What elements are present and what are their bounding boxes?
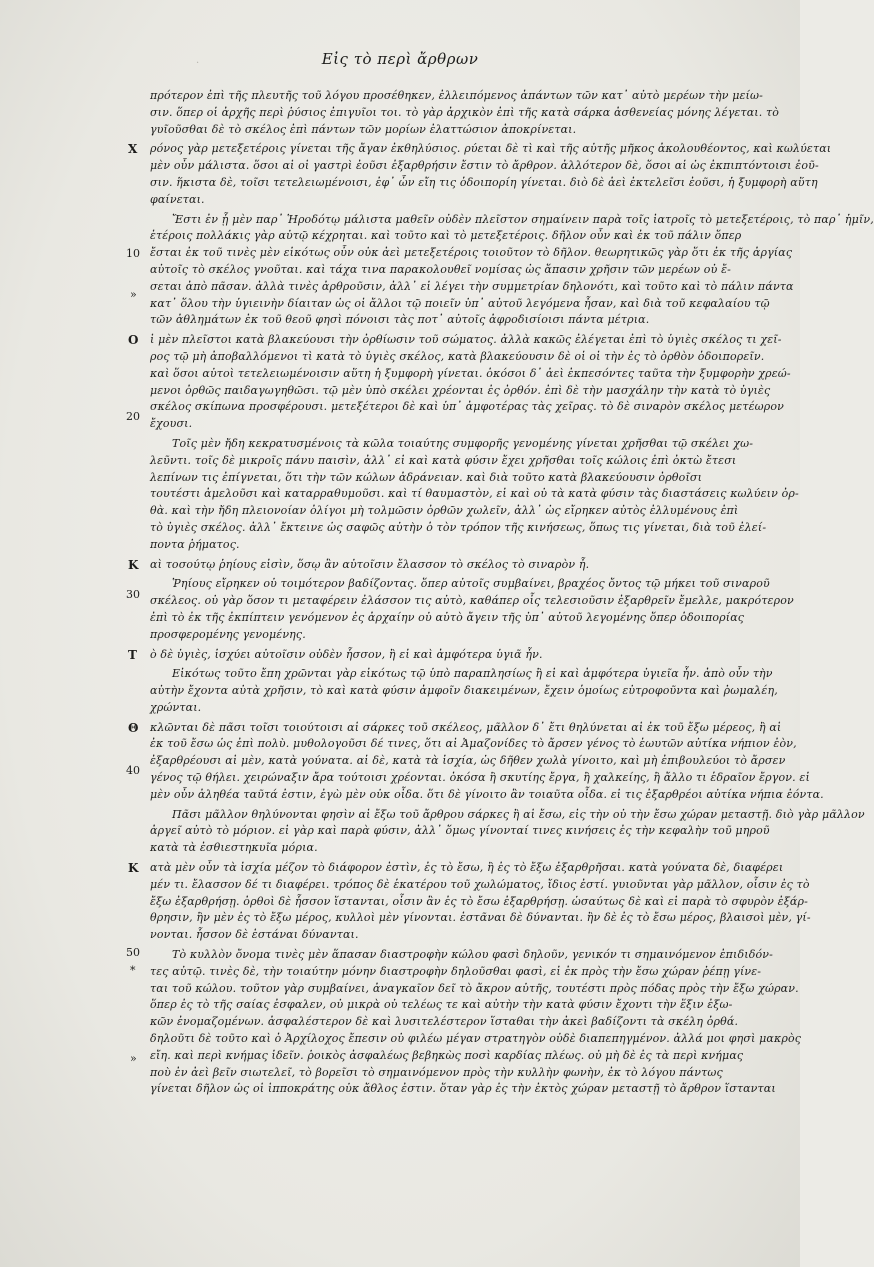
paragraph — [150, 807, 865, 857]
margin-guillemet-lower: » — [130, 1052, 137, 1065]
page-smudge: · — [196, 58, 200, 69]
text-line: ὸ δὲ ὑγιὲς, ἰσχύει αὐτοῖσιν οὐδὲν ἧσσον, ἢ εἰ καὶ ἀμφότερα ὑγιᾶ ἦν. — [150, 647, 543, 661]
marginal-initial-letter: Κ — [128, 557, 139, 572]
running-head: Εἰς τὸ περὶ ἄρθρων — [321, 50, 479, 68]
text-line: σεται ἀπὸ πᾶσαν. ἀλλὰ τινὲς ἀρθροῦσιν, ἀλλ᾽ εἰ λέγει τὴν συμμετρίαν δηλονότι, καὶ τοῦτο καὶ τὸ πάλιν πάντα — [150, 279, 794, 293]
text-line: γένος τῷ θήλει. χειρώναξιν ἄρα τούτοισι χρέονται. ὁκόσα ἢ σκυτίης ἔργα, ἢ χαλκείης, ἢ ἄλλο τι ἑδραῖον ἔργον. εἰ — [150, 771, 810, 785]
text-line: μενοι ὀρθῶς παιδαγωγηθῶσι. τῷ μὲν ὑπὸ σκέλει χρέονται ἐς ὀρθόν. ἐπὶ δὲ τὴν μασχάλην τὴν κατὰ τὸ ὑγιὲς — [150, 383, 771, 397]
text-line: ἱ μὲν πλεῖστοι κατὰ βλακεύουσι τὴν ὀρθίωσιν τοῦ σώματος. ἀλλὰ κακῶς ἐλέγεται ἐπὶ τὸ ὑγιὲς σκέλος τι χεῖ- — [150, 333, 782, 347]
text-line: ται τοῦ κώλου. τοῦτον γὰρ συμβαίνει, ἀναγκαῖον δεῖ τὸ ἄκρον αὐτῆς, τουτέστι πρὸς πόδας πρὸς τὴν ἔξω χώραν. — [150, 981, 799, 995]
text-line: Πᾶσι μᾶλλον θηλύνονται φησὶν αἱ ἔξω τοῦ ἄρθρου σάρκες ἢ αἱ ἔσω, εἰς τὴν οὐ τὴν ἔσω χώραν μεταστῇ. διὸ γὰρ μᾶλλον — [172, 807, 865, 821]
text-line: ποὺ ἐν ἀεὶ βεῖν σιωτελεῖ, τὸ βορεῖσι τὸ σημαινόμενον πρὸς τὴν κυλλὴν φωνὴν, ἐκ τὸ λόγου πάντως — [150, 1065, 723, 1079]
text-line: αὐτὴν ἔχοντα αὐτὰ χρῆσιν, τὸ καὶ κατὰ φύσιν ἀμφοῖν διακειμένων, ἔχειν ὁμοίως εὐτροφοῦντα καὶ ῥωμαλέη, — [150, 684, 778, 698]
text-line: τῶν ἀθλημάτων ἐκ τοῦ θεοῦ φησὶ πόνοισι τὰς ποτ᾽ αὐτοῖς ἀφροδισίοισι πάντα μέτρια. — [150, 313, 650, 327]
text-line: προσφερομένης γενομένης. — [150, 627, 306, 641]
text-line: σιν. ὅπερ οἱ ἀρχῆς περὶ ῥύσιος ἐπιγυῖοι τοι. τὸ γὰρ ἀρχικὸν ἐπὶ τῆς κατὰ σάρκα ἀσθενείας μόνης λέγεται. τὸ — [150, 105, 780, 119]
text-line: ὅπερ ἐς τὸ τῆς σαίας ἐσφαλεν, οὐ μικρὰ οὐ τελέως τε καὶ αὐτὴν τὴν κατὰ φύσιν ἔχοντι τὴν ἕξιν ἐξω- — [150, 998, 733, 1012]
text-line: ἀργεῖ αὐτὸ τὸ μόριον. εἰ γὰρ καὶ παρὰ φύσιν, ἀλλ᾽ ὅμως γίνονταί τινες κινήσεις ἐς τὴν κεφαλὴν τοῦ μηροῦ — [150, 824, 770, 838]
text-line: κατὰ τὰ ἐσθιεστηκυῖα μόρια. — [150, 841, 318, 855]
text-line: αὶ τοσούτῳ ῥηίους εἰσὶν, ὅσῳ ἂν αὐτοῖσιν ἔλασσον τὸ σκέλος τὸ σιναρὸν ἦ. — [150, 557, 590, 571]
text-line: ἔξω ἐξαρθρήσῃ. ὀρθοὶ δὲ ἧσσον ἵστανται, οἷσιν ἂν ἐς τὸ ἔσω ἐξαρθρήσῃ. ὡσαύτως δὲ καὶ εἰ παρὰ τὸ σφυρὸν ἐξάρ- — [150, 894, 808, 908]
text-line: τουτέστι ἀμελοῦσι καὶ καταρραθυμοῦσι. καὶ τί θαυμαστὸν, εἰ καὶ οὐ τὰ κατὰ φύσιν τὰς διαστάσεις κωλύειν ὀρ- — [150, 487, 799, 501]
text-line: ἑτέροις πολλάκις γὰρ αὐτῷ κέχρηται. καὶ τοῦτο καὶ τὸ μετεξετέροις. δῆλον οὖν καὶ ἐκ τοῦ πάλιν ὅπερ — [150, 229, 742, 243]
text-line: αὐτοῖς τὸ σκέλος γνοῦται. καὶ τάχα τινα παρακολουθεῖ νομίσας ὡς ἅπασιν χρῆσιν τῶν μερέων οὐ ἔ- — [150, 262, 731, 276]
text-line: γίνεται δῆλον ὡς οἱ ἱπποκράτης οὐκ ἄθλος ἐστιν. ὅταν γὰρ ἐς τὴν ἐκτὸς χώραν μεταστῇ τὸ ἄρθρον ἵστανται — [150, 1082, 776, 1096]
line-number-20: 20 — [126, 410, 140, 423]
text-line: Εἰκότως τοῦτο ἔπη χρῶνται γὰρ εἰκότως τῷ ὑπὸ παραπλησίως ἢ εἰ καὶ ἀμφότερα ὑγιεῖα ἦν. ἀπὸ οὖν τὴν — [172, 667, 773, 681]
text-line: θὰ. καὶ τὴν ἤδη πλειονοίαν ὀλίγοι μὴ τολμῶσιν ὀρθῶν χωλεῖν, ἀλλ᾽ ὡς εἴρηκεν αὐτὸς ἐλλυμένους ἐπὶ — [150, 504, 739, 518]
marginal-initial-letter: Ο — [128, 333, 139, 348]
text-line: σκέλος σκίπωνα προσφέρουσι. μετεξέτεροι δὲ καὶ ὑπ᾽ ἀμφοτέρας τὰς χεῖρας. τὸ δὲ σιναρὸν σκέλος μετέωρον — [150, 400, 784, 414]
text-line: ποντα ῥήματος. — [150, 537, 240, 551]
text-line: ἐπὶ τὸ ἐκ τῆς ἐκπίπτειν γενόμενον ἐς ἀρχαίην οὐ αὐτὸ ἄγειν τῆς ὑπ᾽ αὐτοῦ λεγομένης ὅπερ ὁδοιπορίας — [150, 610, 745, 624]
paragraph — [150, 947, 802, 1098]
margin-asterisk: * — [130, 964, 136, 977]
text-line: πρότερον ἐπὶ τῆς πλευτῆς τοῦ λόγου προσέθηκεν, ἐλλειπόμενος ἁπάντων τῶν κατ᾽ αὐτὸ μερέων τὴν μείω- — [150, 89, 763, 102]
text-line: τὸ ὑγιὲς σκέλος. ἀλλ᾽ ἔκτεινε ὡς σαφῶς αὐτὴν ὁ τὸν τρόπον τῆς κινήσεως, ὅπως τις γίνεται, διὰ τοῦ ἐλεί- — [150, 520, 767, 534]
marginal-initial-letter: Χ — [128, 142, 138, 157]
text-line: κλῶνται δὲ πᾶσι τοῖσι τοιούτοισι αἱ σάρκες τοῦ σκέλεος, μᾶλλον δ᾽ ἔτι θηλύνεται αἱ ἐκ τοῦ ἔξω μέρεος, ἢ αἱ — [150, 720, 782, 734]
text-line: Τὸ κυλλὸν ὄνομα τινὲς μὲν ἅπασαν διαστροφὴν κώλου φασὶ δηλοῦν, γενικόν τι σημαινόμενον ἐπιδιδόν- — [172, 948, 773, 962]
text-line: δηλοῦτι δὲ τοῦτο καὶ ὁ Ἀρχίλοχος ἔπεσιν οὐ φιλέω μέγαν στρατηγὸν οὐδὲ διαπεπηγμένον. ἀλλά μοι φησὶ μακρὸς — [150, 1032, 802, 1046]
text-line: ἐκ τοῦ ἔσω ὡς ἐπὶ πολὺ. μυθολογοῦσι δέ τινες, ὅτι αἱ Ἀμαζονίδες τὸ ἄρσεν γένος τὸ ἑωυτῶν αὐτίκα νήπιον ἐὸν, — [150, 737, 797, 751]
text-line: κατ᾽ ὅλου τὴν ὑγιεινὴν δίαιταν ὡς οἱ ἄλλοι τῷ ποιεῖν ὑπ᾽ αὐτοῦ λεγόμενα ἦσαν, καὶ διὰ τοῦ κεφαλαίου τῷ — [150, 296, 770, 310]
text-line: Ῥηίους εἴρηκεν οὐ τοιμότερον βαδίζοντας. ὅπερ αὐτοῖς συμβαίνει, βραχέος ὄντος τῷ μήκει τοῦ σιναροῦ — [172, 577, 770, 591]
text-line: μὲν οὖν ἀληθέα ταῦτά ἐστιν, ἐγὼ μὲν οὐκ οἶδα. ὅτι δὲ γίνοιτο ἂν τοιαῦτα οἶδα. εἰ τις ἐξαρθρέοι αὐτίκα νήπια ἐόντα. — [150, 787, 824, 801]
text-line: λεπίνων τις ἐπίγνεται, ὅτι τὴν τῶν κώλων ἀδράνειαν. καὶ διὰ τοῦτο κατὰ βλακεύουσιν ὀρθοῖσι — [150, 470, 703, 484]
line-number-40: 40 — [126, 764, 140, 777]
text-line: Τοῖς μὲν ἤδη κεκρατυσμένοις τὰ κῶλα τοιαύτης συμφορῆς γενομένης γίνεται χρῆσθαι τῷ σκέλει χω- — [172, 436, 754, 450]
paragraph — [150, 88, 780, 138]
text-line: θρησιν, ἢν μὲν ἐς τὸ ἔξω μέρος, κυλλοὶ μὲν γίνονται. ἑστᾶναι δὲ δύνανται. ἢν δὲ ἐς τὸ ἔσω μέρος, βλαισοὶ μὲν, γί- — [150, 911, 811, 925]
text-line: Ἔστι ἐν ᾗ μὲν παρ᾽ Ἡροδότῳ μάλιστα μαθεῖν οὐδὲν πλεῖστον σημαίνειν παρὰ τοῖς ἰατροῖς τὸ μετεξετέροις, τὸ παρ᾽ ἡμῖν, — [172, 212, 874, 226]
text-line: εἴη. καὶ περὶ κνήμας ἰδεῖν. ῥοικὸς ἀσφαλέως βεβηκὼς ποσὶ καρδίας πλέως. οὐ μὴ δὲ ἐς τὰ περὶ κνήμας — [150, 1048, 744, 1062]
text-line: τες αὐτῷ. τινὲς δὲ, τὴν τοιαύτην μόνην διαστροφὴν δηλοῦσθαι φασὶ, εἰ ἐκ πρὸς τὴν ἔσω χώραν ῥέπῃ γίνε- — [150, 964, 762, 978]
paragraph — [150, 436, 799, 554]
line-number-30: 30 — [126, 588, 140, 601]
paragraph — [150, 212, 874, 330]
paragraph — [128, 557, 768, 574]
text-line: ρος τῷ μὴ ἀποβαλλόμενοι τὶ κατὰ τὸ ὑγιὲς σκέλος, κατὰ βλακεύουσιν δὲ οἱ οἱ τὴν ἐς τὸ ὀρθὸν ὁδοιπορεῖν. — [150, 349, 765, 363]
paragraph — [128, 860, 811, 944]
text-line: χρώνται. — [150, 700, 202, 714]
text-line: σιν. ἥκιστα δὲ, τοῖσι τετελειωμένοισι, ἐφ᾽ ὧν εἴη τις ὁδοιπορίη γίνεται. διὸ δὲ ἀεὶ ἐκτελεῖσι ἐοῦσι, ἡ ξυμφορὴ αὕτη — [150, 175, 818, 189]
text-line: νονται. ἧσσον δὲ ἑστάναι δύνανται. — [150, 928, 359, 942]
text-line: ατὰ μὲν οὖν τὰ ἰσχία μέζον τὸ διάφορον ἐστὶν, ἐς τὸ ἔσω, ἢ ἐς τὸ ἔξω ἐξαρθρῆσαι. κατὰ γούνατα δὲ, διαφέρει — [150, 861, 784, 875]
marginal-initial-letter: Θ — [128, 720, 139, 735]
text-line: γυῖοῦσθαι δὲ τὸ σκέλος ἐπὶ πάντων τῶν μορίων ἐλαττώσιον ἀποκρίνεται. — [150, 122, 577, 136]
text-line: ἔχουσι. — [150, 417, 193, 431]
line-number-50: 50 — [126, 946, 140, 959]
marginal-initial-letter: Κ — [128, 861, 139, 876]
text-line: ἐξαρθρέουσι αἱ μὲν, κατὰ γούνατα. αἱ δὲ, κατὰ τὰ ἰσχία, ὡς δῆθεν χωλὰ γίνοιτο, καὶ μὴ ἐπιβουλεύοι τὸ ἄρσεν — [150, 754, 786, 768]
text-line: σκέλεος. οὐ γὰρ ὅσον τι μεταφέρειν ἐλάσσον τις αὐτὸ, καθάπερ οἷς τελεσιοῦσιν ἐξαρθρεῖν ἔμελλε, μακρότερον — [150, 594, 794, 608]
margin-guillemet: » — [130, 288, 137, 301]
paragraph — [150, 666, 778, 716]
text-line: φαίνεται. — [150, 192, 205, 206]
text-line: καὶ ὅσοι αὐτοὶ τετελειωμένοισιν αὕτη ἡ ξυμφορὴ γίνεται. ὁκόσοι δ᾽ ἀεὶ ἐκπεσόντες ταῦτα τὴν ξυμφορὴν χρεώ- — [150, 366, 791, 380]
text-line: ρόνος γὰρ μετεξετέροις γίνεται τῆς ἄγαν ἐκθηλύσιος. ρύεται δὲ τὶ καὶ τῆς αὐτῆς μῆκος ἀκολουθέοντος, καὶ κωλύεται — [150, 142, 832, 156]
text-line: ἔσται ἐκ τοῦ τινὲς μὲν εἰκότως οὖν οὐκ ἀεὶ μετεξετέροις τοιοῦτον τὸ δῆλον. θεωρητικῶς γὰρ ὅτι ἐκ τῆς ἀργίας — [150, 246, 793, 260]
text-line: λεῦντι. τοῖς δὲ μικροῖς πάνυ παισὶν, ἀλλ᾽ εἰ καὶ κατὰ φύσιν ἔχει χρῆσθαι τοῖς κώλοις ἐπὶ ὀκτὼ ἔτεσι — [150, 453, 737, 467]
paragraph — [128, 141, 832, 208]
paragraph — [128, 647, 768, 664]
text-line: κῶν ἐνομαζομένων. ἀσφαλέστερον δὲ καὶ λυσιτελέστερον ἵσταθαι τὴν ἀκεὶ βαδίζοντι τὰ σκέλη ὀρθά. — [150, 1015, 739, 1029]
paragraph — [150, 576, 794, 643]
marginal-initial-letter: Τ — [128, 647, 137, 662]
text-line: μὲν οὖν μάλιστα. ὅσοι αἱ οἱ γαστρὶ ἐοῦσι ἐξαρθρήσιν ἔστιν τὸ ἄρθρον. ἀλλότερον δὲ, ὅσοι αἱ ὡς ἐκπιπτόντοισι ἐοῦ- — [150, 159, 819, 173]
text-line: μέν τι. ἔλασσον δέ τι διαφέρει. τρόπος δὲ ἑκατέρου τοῦ χωλώματος, ἴδιος ἐστί. γυιοῦνται γὰρ μᾶλλον, οἷσιν ἐς τὸ — [150, 877, 810, 891]
line-number-10: 10 — [126, 247, 140, 260]
